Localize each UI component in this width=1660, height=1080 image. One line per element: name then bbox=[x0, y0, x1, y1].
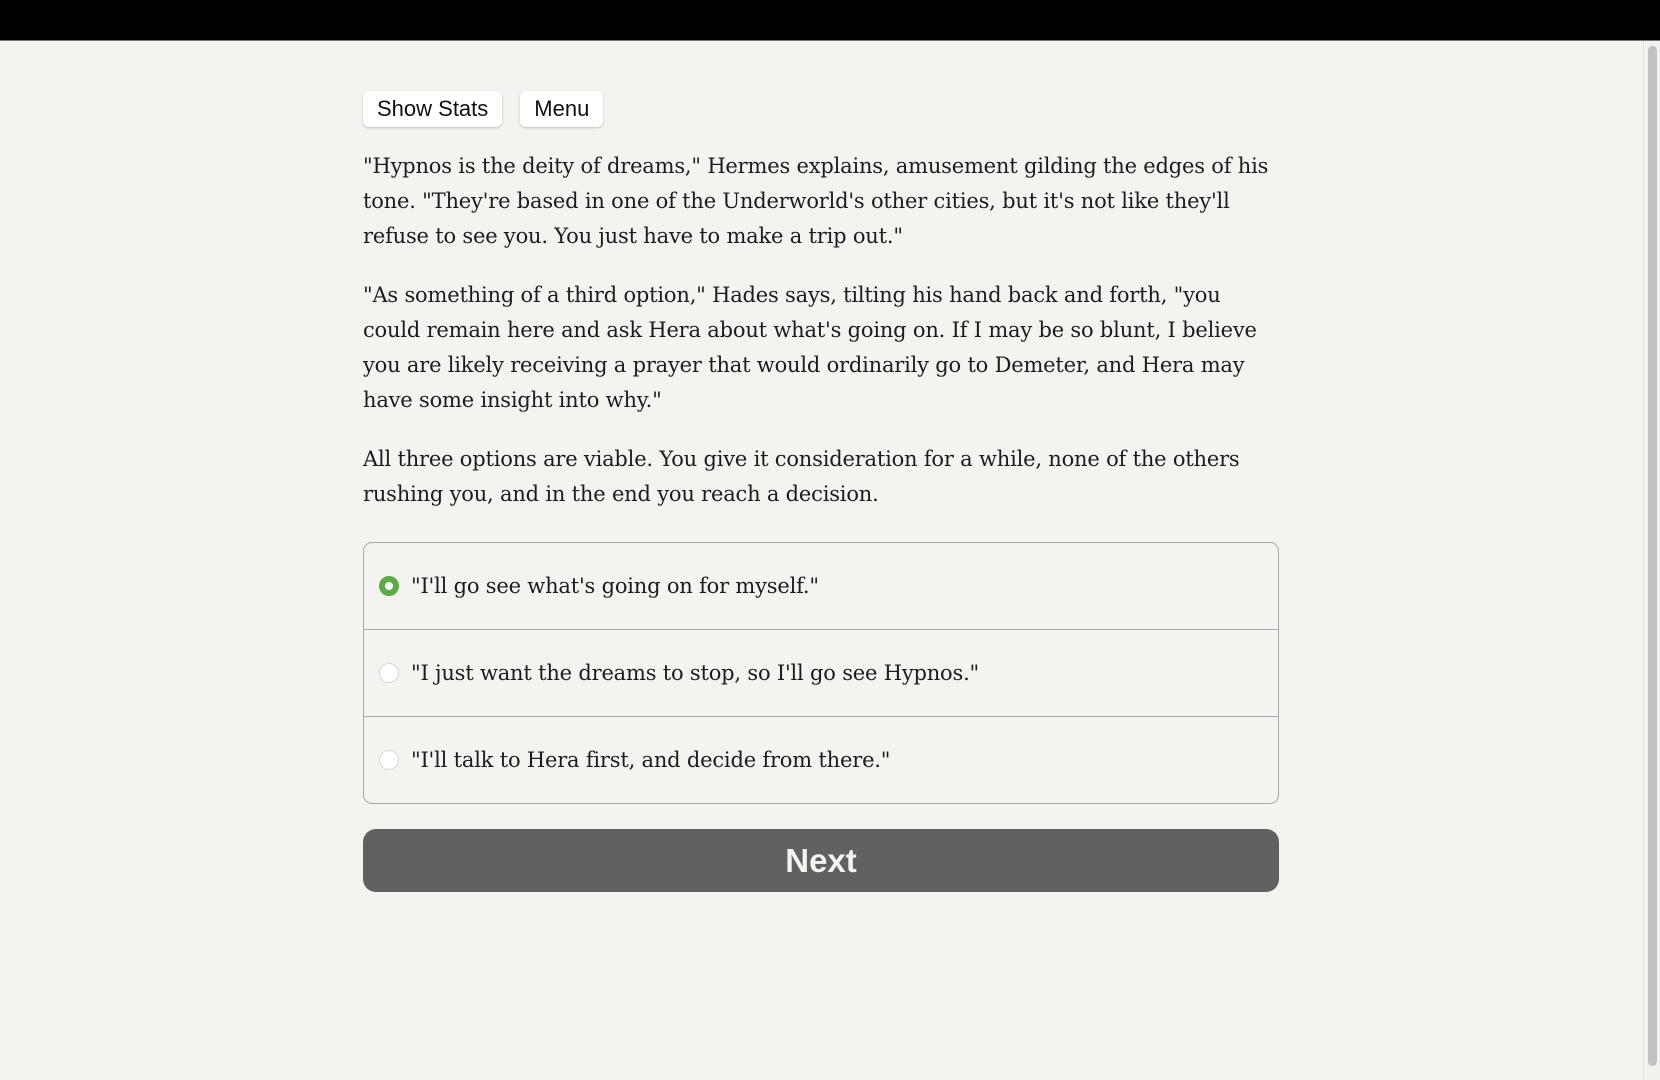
story-paragraph: "Hypnos is the deity of dreams," Hermes explains, amusement gilding the edges of his tone. "They're based in one of the Underworld's other cities, but it's not like they'll refuse to see you. You just have to make a trip out." bbox=[363, 154, 1269, 248]
story-text bbox=[363, 149, 1279, 512]
radio-unselected-icon[interactable] bbox=[379, 663, 399, 683]
choice-label: "I'll go see what's going on for myself." bbox=[411, 574, 819, 598]
choice-option-2[interactable] bbox=[364, 629, 1278, 716]
choice-list bbox=[363, 542, 1279, 804]
choice-option-1[interactable] bbox=[364, 543, 1278, 629]
choice-option-3[interactable] bbox=[364, 716, 1278, 803]
browser-top-bar bbox=[0, 0, 1660, 41]
menu-button[interactable]: Menu bbox=[520, 91, 603, 127]
radio-unselected-icon[interactable] bbox=[379, 750, 399, 770]
choice-label: "I'll talk to Hera first, and decide from there." bbox=[411, 748, 891, 772]
vertical-scrollbar[interactable] bbox=[1643, 41, 1660, 1080]
scrollbar-thumb[interactable] bbox=[1648, 46, 1657, 1066]
next-button[interactable]: Next bbox=[363, 829, 1279, 892]
story-paragraph: "As something of a third option," Hades says, tilting his hand back and forth, "you could remain here and ask Hera about what's going on. If I may be so blunt, I believe you are likely receiving a prayer that would ordinarily go to Demeter, and Hera may have some insight into why." bbox=[363, 283, 1257, 412]
show-stats-button[interactable]: Show Stats bbox=[363, 91, 502, 127]
game-content bbox=[363, 91, 1279, 892]
toolbar bbox=[363, 91, 1279, 127]
radio-selected-icon[interactable] bbox=[379, 576, 399, 596]
story-paragraph: All three options are viable. You give it consideration for a while, none of the others rushing you, and in the end you reach a decision. bbox=[363, 447, 1240, 506]
choice-label: "I just want the dreams to stop, so I'll go see Hypnos." bbox=[411, 661, 980, 685]
